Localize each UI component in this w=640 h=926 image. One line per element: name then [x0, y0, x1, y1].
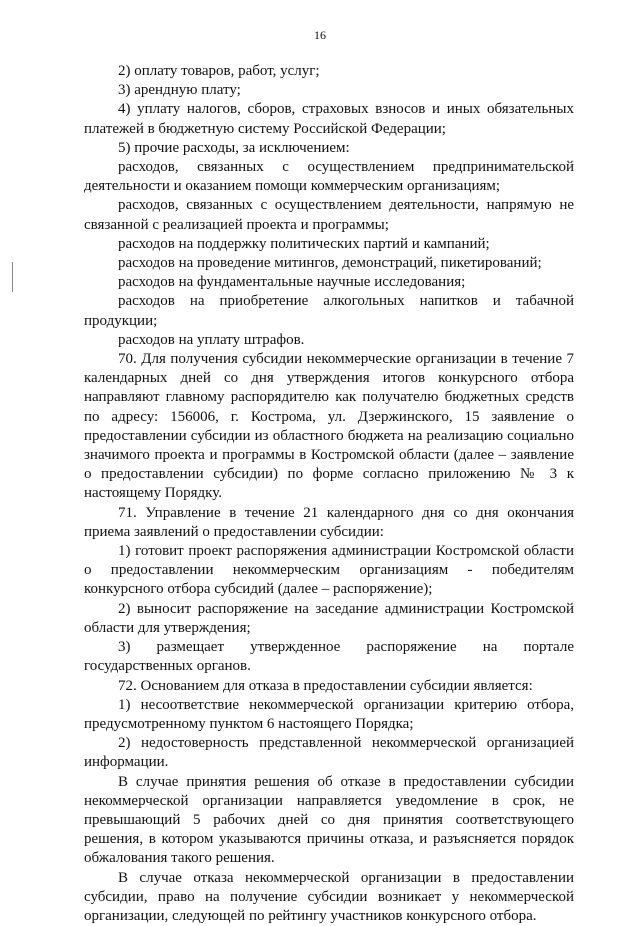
exclusion-alcohol-tobacco: расходов на приобретение алкогольных напитков и табачной продукции;	[84, 293, 574, 329]
exclusion-rallies: расходов на проведение митингов, демонстраций, пикетирований;	[118, 255, 542, 272]
clause-72-item-2: 2) недостоверность представленной некоммерческой организацией информации.	[84, 735, 574, 771]
document-body	[84, 62, 574, 926]
exclusion-research: расходов на фундаментальные научные исследования;	[118, 274, 466, 291]
paragraph-item-4: 4) уплату налогов, сборов, страховых взносов и иных обязательных платежей в бюджетную систему Российской Федерации;	[84, 101, 574, 137]
refusal-notice-paragraph: В случае принятия решения об отказе в предоставлении субсидии некоммерческой организации направляется уведомление в срок, не превышающий 5 рабочих дней со дня принятия соответствующего решения, в котором указываются причины отказа, и разъясняется порядок обжалования такого решения.	[84, 773, 574, 867]
clause-71-item-2: 2) выносит распоряжение на заседание администрации Костромской области для утверждения;	[84, 600, 574, 636]
exclusion-political: расходов на поддержку политических партий и кампаний;	[118, 235, 490, 252]
paragraph-item-3: 3) арендную плату;	[118, 82, 241, 99]
clause-70: 70. Для получения субсидии некоммерческие организации в течение 7 календарных дней со дня утверждения итогов конкурсного отбора направляют главному распорядителю как получателю бюджетных средств по адресу: 156006, г. Кострома, ул. Дзержинского, 15 заявление о предоставлении субсидии из областного бюджета на реализацию социально значимого проекта и программы в Костромской области (далее – заявление о предоставлении субсидии) по форме согласно приложению № 3 к настоящему Порядку.	[84, 351, 574, 502]
page-number: 16	[314, 28, 326, 42]
clause-71: 71. Управление в течение 21 календарного дня со дня окончания приема заявлений о предоставлении субсидии:	[84, 504, 574, 540]
paragraph-item-5: 5) прочие расходы, за исключением:	[118, 139, 350, 156]
refusal-rating-paragraph: В случае отказа некоммерческой организации в предоставлении субсидии, право на получение субсидии возникает у некоммерческой организации, следующей по рейтингу участников конкурсного отбора.	[84, 869, 574, 924]
clause-72: 72. Основанием для отказа в предоставлении субсидии является:	[118, 677, 533, 694]
clause-72-item-1: 1) несоответствие некоммерческой организации критерию отбора, предусмотренному пунктом 6 настоящего Порядка;	[84, 696, 574, 732]
exclusion-fines: расходов на уплату штрафов.	[118, 331, 305, 348]
exclusion-commercial: расходов, связанных с осуществлением предпринимательской деятельности и оказанием помощи коммерческим организациям;	[84, 159, 574, 195]
clause-71-item-3: 3) размещает утвержденное распоряжение на портале государственных органов.	[84, 639, 574, 675]
paragraph-item-2: 2) оплату товаров, работ, услуг;	[118, 63, 320, 79]
margin-mark	[12, 262, 13, 292]
exclusion-unrelated: расходов, связанных с осуществлением деятельности, напрямую не связанной с реализацией проекта и программы;	[84, 197, 574, 233]
clause-71-item-1: 1) готовит проект распоряжения администрации Костромской области о предоставлении некоммерческим организациям - победителям конкурсного отбора субсидий (далее – распоряжение);	[84, 543, 574, 598]
